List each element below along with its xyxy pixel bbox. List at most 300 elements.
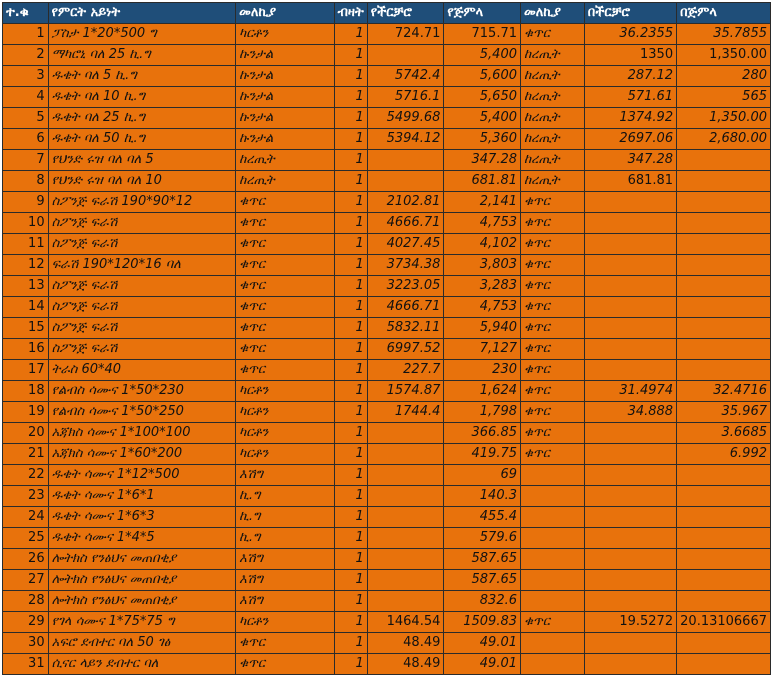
cell-unit-2[interactable]: ቁጥር — [521, 255, 585, 276]
cell-unit-2[interactable]: ከረጢት — [521, 66, 585, 87]
cell-per-unit-retail[interactable]: 287.12 — [584, 66, 676, 87]
cell-per-unit-retail[interactable] — [584, 528, 676, 549]
cell-number[interactable]: 17 — [3, 360, 49, 381]
cell-per-unit-retail[interactable] — [584, 654, 676, 675]
cell-unit[interactable]: ኩንታል — [236, 87, 334, 108]
cell-unit-2[interactable]: ቁጥር — [521, 24, 585, 45]
cell-retail-price[interactable] — [367, 171, 444, 192]
cell-product-name[interactable]: ስፖንጅ ፍራሽ 190*90*12 — [48, 192, 236, 213]
cell-number[interactable]: 12 — [3, 255, 49, 276]
cell-wholesale-price[interactable]: 5,940 — [444, 318, 521, 339]
cell-unit[interactable]: ኩንታል — [236, 129, 334, 150]
cell-per-unit-retail[interactable] — [584, 318, 676, 339]
cell-number[interactable]: 25 — [3, 528, 49, 549]
cell-retail-price[interactable] — [367, 570, 444, 591]
cell-unit[interactable]: ካርቶን — [236, 423, 334, 444]
cell-product-name[interactable]: አጃክስ ሳሙና 1*100*100 — [48, 423, 236, 444]
cell-per-unit-retail[interactable]: 1350 — [584, 45, 676, 66]
header-no[interactable]: ተ.ቁ — [3, 3, 49, 24]
cell-wholesale-price[interactable]: 4,753 — [444, 297, 521, 318]
cell-per-unit-retail[interactable]: 681.81 — [584, 171, 676, 192]
cell-per-unit-wholesale[interactable]: 35.7855 — [677, 24, 771, 45]
cell-product-name[interactable]: ስፖንጅ ፍራሽ — [48, 276, 236, 297]
cell-per-unit-wholesale[interactable] — [677, 465, 771, 486]
cell-per-unit-wholesale[interactable]: 32.4716 — [677, 381, 771, 402]
cell-unit[interactable]: ቁጥር — [236, 213, 334, 234]
cell-number[interactable]: 14 — [3, 297, 49, 318]
header-retail-price[interactable]: የችርቻሮ — [367, 3, 444, 24]
cell-per-unit-retail[interactable] — [584, 591, 676, 612]
cell-per-unit-wholesale[interactable] — [677, 339, 771, 360]
cell-unit[interactable]: ከረጢት — [236, 150, 334, 171]
header-quantity[interactable]: ብዛት — [334, 3, 367, 24]
cell-per-unit-retail[interactable] — [584, 423, 676, 444]
cell-wholesale-price[interactable]: 69 — [444, 465, 521, 486]
cell-product-name[interactable]: ፍራሽ 190*120*16 ባለ — [48, 255, 236, 276]
cell-quantity[interactable]: 1 — [334, 129, 367, 150]
cell-wholesale-price[interactable]: 715.71 — [444, 24, 521, 45]
cell-per-unit-retail[interactable]: 36.2355 — [584, 24, 676, 45]
cell-quantity[interactable]: 1 — [334, 339, 367, 360]
cell-quantity[interactable]: 1 — [334, 45, 367, 66]
cell-product-name[interactable]: ሎትክስ የንፅህና መጠበቂያ — [48, 549, 236, 570]
cell-wholesale-price[interactable]: 1,624 — [444, 381, 521, 402]
cell-per-unit-retail[interactable]: 34.888 — [584, 402, 676, 423]
cell-retail-price[interactable] — [367, 528, 444, 549]
cell-unit[interactable]: ካርቶን — [236, 402, 334, 423]
table-row — [3, 570, 771, 591]
table-row — [3, 318, 771, 339]
cell-number[interactable]: 6 — [3, 129, 49, 150]
cell-quantity[interactable]: 1 — [334, 66, 367, 87]
cell-wholesale-price[interactable]: 3,283 — [444, 276, 521, 297]
cell-quantity[interactable]: 1 — [334, 654, 367, 675]
cell-unit[interactable]: ኪ.ግ — [236, 528, 334, 549]
cell-number[interactable]: 24 — [3, 507, 49, 528]
cell-quantity[interactable]: 1 — [334, 486, 367, 507]
cell-wholesale-price[interactable]: 5,360 — [444, 129, 521, 150]
cell-wholesale-price[interactable]: 419.75 — [444, 444, 521, 465]
cell-per-unit-wholesale[interactable] — [677, 150, 771, 171]
cell-wholesale-price[interactable]: 230 — [444, 360, 521, 381]
cell-unit-2[interactable]: ቁጥር — [521, 339, 585, 360]
cell-retail-price[interactable] — [367, 444, 444, 465]
cell-unit[interactable]: እሽግ — [236, 465, 334, 486]
cell-quantity[interactable]: 1 — [334, 570, 367, 591]
cell-per-unit-retail[interactable] — [584, 213, 676, 234]
cell-product-name[interactable]: የገላ ሳሙና 1*75*75 ግ — [48, 612, 236, 633]
cell-product-name[interactable]: ስፖንጅ ፍራሽ — [48, 339, 236, 360]
cell-unit-2[interactable]: ከረጢት — [521, 87, 585, 108]
cell-product-name[interactable]: ዱቄት ሳሙና 1*12*500 — [48, 465, 236, 486]
cell-unit-2[interactable]: ከረጢት — [521, 108, 585, 129]
cell-number[interactable]: 15 — [3, 318, 49, 339]
cell-number[interactable]: 29 — [3, 612, 49, 633]
cell-per-unit-wholesale[interactable] — [677, 255, 771, 276]
cell-per-unit-retail[interactable] — [584, 549, 676, 570]
cell-per-unit-wholesale[interactable] — [677, 192, 771, 213]
cell-quantity[interactable]: 1 — [334, 108, 367, 129]
cell-per-unit-wholesale[interactable] — [677, 549, 771, 570]
cell-number[interactable]: 23 — [3, 486, 49, 507]
cell-per-unit-retail[interactable] — [584, 486, 676, 507]
cell-number[interactable]: 3 — [3, 66, 49, 87]
cell-number[interactable]: 30 — [3, 633, 49, 654]
cell-unit-2[interactable]: ከረጢት — [521, 45, 585, 66]
cell-wholesale-price[interactable]: 3,803 — [444, 255, 521, 276]
cell-unit-2[interactable]: ቁጥር — [521, 612, 585, 633]
cell-unit-2[interactable]: ቁጥር — [521, 234, 585, 255]
cell-quantity[interactable]: 1 — [334, 255, 367, 276]
cell-unit-2[interactable] — [521, 549, 585, 570]
cell-unit[interactable]: ቁጥር — [236, 318, 334, 339]
cell-product-name[interactable]: አፍሮ ደብተር ባለ 50 ገፅ — [48, 633, 236, 654]
cell-product-name[interactable]: ማካሮኒ ባለ 25 ኪ.ግ — [48, 45, 236, 66]
cell-unit[interactable]: ቁጥር — [236, 633, 334, 654]
cell-retail-price[interactable]: 5499.68 — [367, 108, 444, 129]
cell-quantity[interactable]: 1 — [334, 591, 367, 612]
cell-quantity[interactable]: 1 — [334, 612, 367, 633]
cell-retail-price[interactable]: 4666.71 — [367, 213, 444, 234]
cell-wholesale-price[interactable]: 5,600 — [444, 66, 521, 87]
cell-per-unit-wholesale[interactable]: 1,350.00 — [677, 45, 771, 66]
cell-unit[interactable]: ቁጥር — [236, 192, 334, 213]
cell-unit-2[interactable] — [521, 633, 585, 654]
cell-per-unit-wholesale[interactable] — [677, 507, 771, 528]
table-row — [3, 444, 771, 465]
cell-number[interactable]: 7 — [3, 150, 49, 171]
cell-number[interactable]: 10 — [3, 213, 49, 234]
cell-per-unit-wholesale[interactable]: 1,350.00 — [677, 108, 771, 129]
cell-retail-price[interactable]: 3734.38 — [367, 255, 444, 276]
cell-quantity[interactable]: 1 — [334, 276, 367, 297]
cell-number[interactable]: 13 — [3, 276, 49, 297]
cell-unit-2[interactable]: ቁጥር — [521, 297, 585, 318]
cell-product-name[interactable]: የህንድ ሩዝ ባለ ባለ 5 — [48, 150, 236, 171]
cell-unit[interactable]: ካርቶን — [236, 612, 334, 633]
cell-product-name[interactable]: ሎትክስ የንፅህና መጠበቂያ — [48, 591, 236, 612]
cell-wholesale-price[interactable]: 587.65 — [444, 570, 521, 591]
cell-number[interactable]: 18 — [3, 381, 49, 402]
cell-per-unit-retail[interactable] — [584, 297, 676, 318]
header-product-type[interactable]: የምርት አይነት — [48, 3, 236, 24]
cell-retail-price[interactable]: 5716.1 — [367, 87, 444, 108]
cell-unit[interactable]: እሽግ — [236, 549, 334, 570]
cell-product-name[interactable]: ፓስታ 1*20*500 ግ — [48, 24, 236, 45]
table-row — [3, 213, 771, 234]
header-per-unit-wholesale[interactable]: በጅምላ — [677, 3, 771, 24]
cell-wholesale-price[interactable]: 347.28 — [444, 150, 521, 171]
cell-per-unit-wholesale[interactable] — [677, 591, 771, 612]
cell-per-unit-wholesale[interactable] — [677, 654, 771, 675]
cell-per-unit-retail[interactable]: 2697.06 — [584, 129, 676, 150]
cell-number[interactable]: 4 — [3, 87, 49, 108]
cell-wholesale-price[interactable]: 587.65 — [444, 549, 521, 570]
cell-unit[interactable]: ኩንታል — [236, 108, 334, 129]
cell-per-unit-wholesale[interactable] — [677, 633, 771, 654]
cell-quantity[interactable]: 1 — [334, 549, 367, 570]
cell-quantity[interactable]: 1 — [334, 507, 367, 528]
cell-retail-price[interactable]: 4666.71 — [367, 297, 444, 318]
cell-per-unit-wholesale[interactable] — [677, 234, 771, 255]
cell-wholesale-price[interactable]: 681.81 — [444, 171, 521, 192]
cell-product-name[interactable]: ስፖንጅ ፍራሽ — [48, 234, 236, 255]
cell-wholesale-price[interactable]: 4,753 — [444, 213, 521, 234]
cell-product-name[interactable]: የልብስ ሳሙና 1*50*250 — [48, 402, 236, 423]
cell-number[interactable]: 16 — [3, 339, 49, 360]
cell-retail-price[interactable] — [367, 423, 444, 444]
cell-retail-price[interactable]: 2102.81 — [367, 192, 444, 213]
header-per-unit-retail[interactable]: በችርቻሮ — [584, 3, 676, 24]
cell-unit-2[interactable]: ቁጥር — [521, 402, 585, 423]
table-row — [3, 255, 771, 276]
cell-per-unit-retail[interactable] — [584, 444, 676, 465]
cell-per-unit-retail[interactable]: 347.28 — [584, 150, 676, 171]
cell-number[interactable]: 8 — [3, 171, 49, 192]
cell-retail-price[interactable]: 4027.45 — [367, 234, 444, 255]
cell-unit[interactable]: ኩንታል — [236, 45, 334, 66]
cell-unit-2[interactable] — [521, 507, 585, 528]
cell-product-name[interactable]: ትራስ 60*40 — [48, 360, 236, 381]
cell-unit[interactable]: ካርቶን — [236, 381, 334, 402]
cell-quantity[interactable]: 1 — [334, 381, 367, 402]
cell-retail-price[interactable]: 227.7 — [367, 360, 444, 381]
cell-quantity[interactable]: 1 — [334, 87, 367, 108]
cell-unit-2[interactable]: ቁጥር — [521, 192, 585, 213]
cell-number[interactable]: 19 — [3, 402, 49, 423]
cell-number[interactable]: 21 — [3, 444, 49, 465]
cell-retail-price[interactable] — [367, 507, 444, 528]
header-unit[interactable]: መለኪያ — [236, 3, 334, 24]
cell-per-unit-wholesale[interactable] — [677, 570, 771, 591]
cell-product-name[interactable]: አጃክስ ሳሙና 1*60*200 — [48, 444, 236, 465]
cell-retail-price[interactable] — [367, 486, 444, 507]
cell-unit-2[interactable] — [521, 486, 585, 507]
cell-unit[interactable]: ኩንታል — [236, 66, 334, 87]
cell-wholesale-price[interactable]: 5,400 — [444, 45, 521, 66]
cell-per-unit-wholesale[interactable] — [677, 297, 771, 318]
cell-product-name[interactable]: ዱቄት ባለ 25 ኪ.ግ — [48, 108, 236, 129]
cell-quantity[interactable]: 1 — [334, 234, 367, 255]
cell-unit[interactable]: ቁጥር — [236, 360, 334, 381]
cell-retail-price[interactable]: 1464.54 — [367, 612, 444, 633]
cell-quantity[interactable]: 1 — [334, 171, 367, 192]
cell-unit-2[interactable]: ቁጥር — [521, 318, 585, 339]
cell-quantity[interactable]: 1 — [334, 633, 367, 654]
cell-number[interactable]: 27 — [3, 570, 49, 591]
cell-number[interactable]: 9 — [3, 192, 49, 213]
cell-retail-price[interactable]: 1574.87 — [367, 381, 444, 402]
cell-product-name[interactable]: ስፖንጅ ፍራሽ — [48, 318, 236, 339]
cell-per-unit-retail[interactable] — [584, 339, 676, 360]
table-row — [3, 339, 771, 360]
header-row — [3, 3, 771, 24]
cell-quantity[interactable]: 1 — [334, 465, 367, 486]
cell-unit-2[interactable]: ከረጢት — [521, 129, 585, 150]
cell-retail-price[interactable]: 5832.11 — [367, 318, 444, 339]
cell-wholesale-price[interactable]: 455.4 — [444, 507, 521, 528]
table-row — [3, 276, 771, 297]
cell-quantity[interactable]: 1 — [334, 24, 367, 45]
cell-wholesale-price[interactable]: 579.6 — [444, 528, 521, 549]
cell-per-unit-wholesale[interactable] — [677, 528, 771, 549]
cell-unit-2[interactable]: ከረጢት — [521, 171, 585, 192]
cell-product-name[interactable]: የህንድ ሩዝ ባለ ባለ 10 — [48, 171, 236, 192]
cell-unit[interactable]: ቁጥር — [236, 339, 334, 360]
cell-quantity[interactable]: 1 — [334, 192, 367, 213]
cell-per-unit-retail[interactable] — [584, 255, 676, 276]
cell-product-name[interactable]: ሲናር ላይን ደብተር ባለ — [48, 654, 236, 675]
cell-per-unit-retail[interactable] — [584, 276, 676, 297]
cell-unit[interactable]: ቁጥር — [236, 297, 334, 318]
cell-wholesale-price[interactable]: 49.01 — [444, 633, 521, 654]
cell-per-unit-wholesale[interactable]: 565 — [677, 87, 771, 108]
cell-number[interactable]: 1 — [3, 24, 49, 45]
cell-unit-2[interactable]: ቁጥር — [521, 360, 585, 381]
cell-per-unit-retail[interactable]: 31.4974 — [584, 381, 676, 402]
cell-per-unit-wholesale[interactable] — [677, 213, 771, 234]
cell-unit[interactable]: ቁጥር — [236, 234, 334, 255]
cell-unit[interactable]: ከረጢት — [236, 171, 334, 192]
cell-wholesale-price[interactable]: 1509.83 — [444, 612, 521, 633]
cell-retail-price[interactable]: 48.49 — [367, 633, 444, 654]
cell-per-unit-retail[interactable] — [584, 234, 676, 255]
cell-wholesale-price[interactable]: 49.01 — [444, 654, 521, 675]
cell-quantity[interactable]: 1 — [334, 297, 367, 318]
cell-per-unit-retail[interactable] — [584, 507, 676, 528]
cell-product-name[interactable]: የልብስ ሳሙና 1*50*230 — [48, 381, 236, 402]
cell-unit-2[interactable]: ቁጥር — [521, 213, 585, 234]
cell-unit[interactable]: ኪ.ግ — [236, 486, 334, 507]
cell-retail-price[interactable]: 5742.4 — [367, 66, 444, 87]
cell-per-unit-wholesale[interactable]: 35.967 — [677, 402, 771, 423]
cell-product-name[interactable]: ዱቄት ባለ 50 ኪ.ግ — [48, 129, 236, 150]
cell-per-unit-retail[interactable] — [584, 192, 676, 213]
cell-unit-2[interactable]: ቁጥር — [521, 423, 585, 444]
cell-unit[interactable]: ቁጥር — [236, 255, 334, 276]
cell-retail-price[interactable]: 5394.12 — [367, 129, 444, 150]
cell-quantity[interactable]: 1 — [334, 360, 367, 381]
cell-per-unit-wholesale[interactable] — [677, 360, 771, 381]
cell-number[interactable]: 11 — [3, 234, 49, 255]
cell-unit-2[interactable] — [521, 570, 585, 591]
cell-per-unit-retail[interactable]: 1374.92 — [584, 108, 676, 129]
cell-product-name[interactable]: ዱቄት ባለ 10 ኪ.ግ — [48, 87, 236, 108]
cell-unit[interactable]: እሽግ — [236, 591, 334, 612]
cell-product-name[interactable]: ስፖንጅ ፍራሽ — [48, 297, 236, 318]
cell-quantity[interactable]: 1 — [334, 150, 367, 171]
cell-unit-2[interactable]: ቁጥር — [521, 381, 585, 402]
cell-quantity[interactable]: 1 — [334, 444, 367, 465]
cell-retail-price[interactable] — [367, 465, 444, 486]
cell-unit[interactable]: ቁጥር — [236, 654, 334, 675]
cell-unit[interactable]: እሽግ — [236, 570, 334, 591]
header-wholesale-price[interactable]: የጅምላ — [444, 3, 521, 24]
cell-wholesale-price[interactable]: 2,141 — [444, 192, 521, 213]
cell-per-unit-wholesale[interactable]: 20.13106667 — [677, 612, 771, 633]
cell-unit[interactable]: ቁጥር — [236, 276, 334, 297]
cell-wholesale-price[interactable]: 4,102 — [444, 234, 521, 255]
header-unit-2[interactable]: መለኪያ — [521, 3, 585, 24]
cell-per-unit-retail[interactable] — [584, 570, 676, 591]
cell-product-name[interactable]: ዱቄት ሳሙና 1*6*3 — [48, 507, 236, 528]
cell-per-unit-wholesale[interactable] — [677, 171, 771, 192]
cell-quantity[interactable]: 1 — [334, 213, 367, 234]
cell-per-unit-wholesale[interactable]: 3.6685 — [677, 423, 771, 444]
cell-unit-2[interactable]: ቁጥር — [521, 276, 585, 297]
cell-unit-2[interactable] — [521, 591, 585, 612]
cell-product-name[interactable]: ሎትክስ የንፅህና መጠበቂያ — [48, 570, 236, 591]
cell-per-unit-wholesale[interactable] — [677, 276, 771, 297]
cell-retail-price[interactable]: 724.71 — [367, 24, 444, 45]
cell-per-unit-wholesale[interactable]: 6.992 — [677, 444, 771, 465]
cell-retail-price[interactable] — [367, 549, 444, 570]
cell-wholesale-price[interactable]: 832.6 — [444, 591, 521, 612]
cell-retail-price[interactable]: 6997.52 — [367, 339, 444, 360]
cell-unit[interactable]: ኪ.ግ — [236, 507, 334, 528]
cell-number[interactable]: 31 — [3, 654, 49, 675]
cell-unit[interactable]: ካርቶን — [236, 444, 334, 465]
cell-number[interactable]: 5 — [3, 108, 49, 129]
cell-retail-price[interactable]: 1744.4 — [367, 402, 444, 423]
cell-wholesale-price[interactable]: 7,127 — [444, 339, 521, 360]
cell-unit-2[interactable] — [521, 528, 585, 549]
cell-per-unit-retail[interactable]: 571.61 — [584, 87, 676, 108]
cell-unit-2[interactable]: ከረጢት — [521, 150, 585, 171]
cell-per-unit-wholesale[interactable]: 2,680.00 — [677, 129, 771, 150]
cell-per-unit-wholesale[interactable]: 280 — [677, 66, 771, 87]
cell-retail-price[interactable] — [367, 591, 444, 612]
cell-number[interactable]: 22 — [3, 465, 49, 486]
cell-quantity[interactable]: 1 — [334, 528, 367, 549]
price-table — [2, 2, 771, 675]
cell-unit-2[interactable] — [521, 654, 585, 675]
cell-per-unit-wholesale[interactable] — [677, 318, 771, 339]
cell-unit-2[interactable] — [521, 465, 585, 486]
cell-product-name[interactable]: ዱቄት ሳሙና 1*6*1 — [48, 486, 236, 507]
cell-product-name[interactable]: ስፖንጅ ፍራሽ — [48, 213, 236, 234]
cell-retail-price[interactable]: 3223.05 — [367, 276, 444, 297]
cell-quantity[interactable]: 1 — [334, 402, 367, 423]
cell-per-unit-retail[interactable] — [584, 465, 676, 486]
cell-per-unit-retail[interactable] — [584, 360, 676, 381]
cell-per-unit-wholesale[interactable] — [677, 486, 771, 507]
cell-product-name[interactable]: ዱቄት ሳሙና 1*4*5 — [48, 528, 236, 549]
cell-wholesale-price[interactable]: 5,400 — [444, 108, 521, 129]
cell-wholesale-price[interactable]: 366.85 — [444, 423, 521, 444]
cell-wholesale-price[interactable]: 140.3 — [444, 486, 521, 507]
cell-wholesale-price[interactable]: 1,798 — [444, 402, 521, 423]
table-row — [3, 192, 771, 213]
cell-number[interactable]: 2 — [3, 45, 49, 66]
cell-number[interactable]: 28 — [3, 591, 49, 612]
cell-unit-2[interactable]: ቁጥር — [521, 444, 585, 465]
cell-quantity[interactable]: 1 — [334, 318, 367, 339]
table-row — [3, 66, 771, 87]
cell-number[interactable]: 26 — [3, 549, 49, 570]
cell-retail-price[interactable] — [367, 150, 444, 171]
cell-per-unit-retail[interactable]: 19.5272 — [584, 612, 676, 633]
cell-retail-price[interactable] — [367, 45, 444, 66]
cell-product-name[interactable]: ዱቄት ባለ 5 ኪ.ግ — [48, 66, 236, 87]
cell-number[interactable]: 20 — [3, 423, 49, 444]
cell-wholesale-price[interactable]: 5,650 — [444, 87, 521, 108]
cell-per-unit-retail[interactable] — [584, 633, 676, 654]
cell-retail-price[interactable]: 48.49 — [367, 654, 444, 675]
cell-unit[interactable]: ካርቶን — [236, 24, 334, 45]
cell-quantity[interactable]: 1 — [334, 423, 367, 444]
table-row — [3, 507, 771, 528]
